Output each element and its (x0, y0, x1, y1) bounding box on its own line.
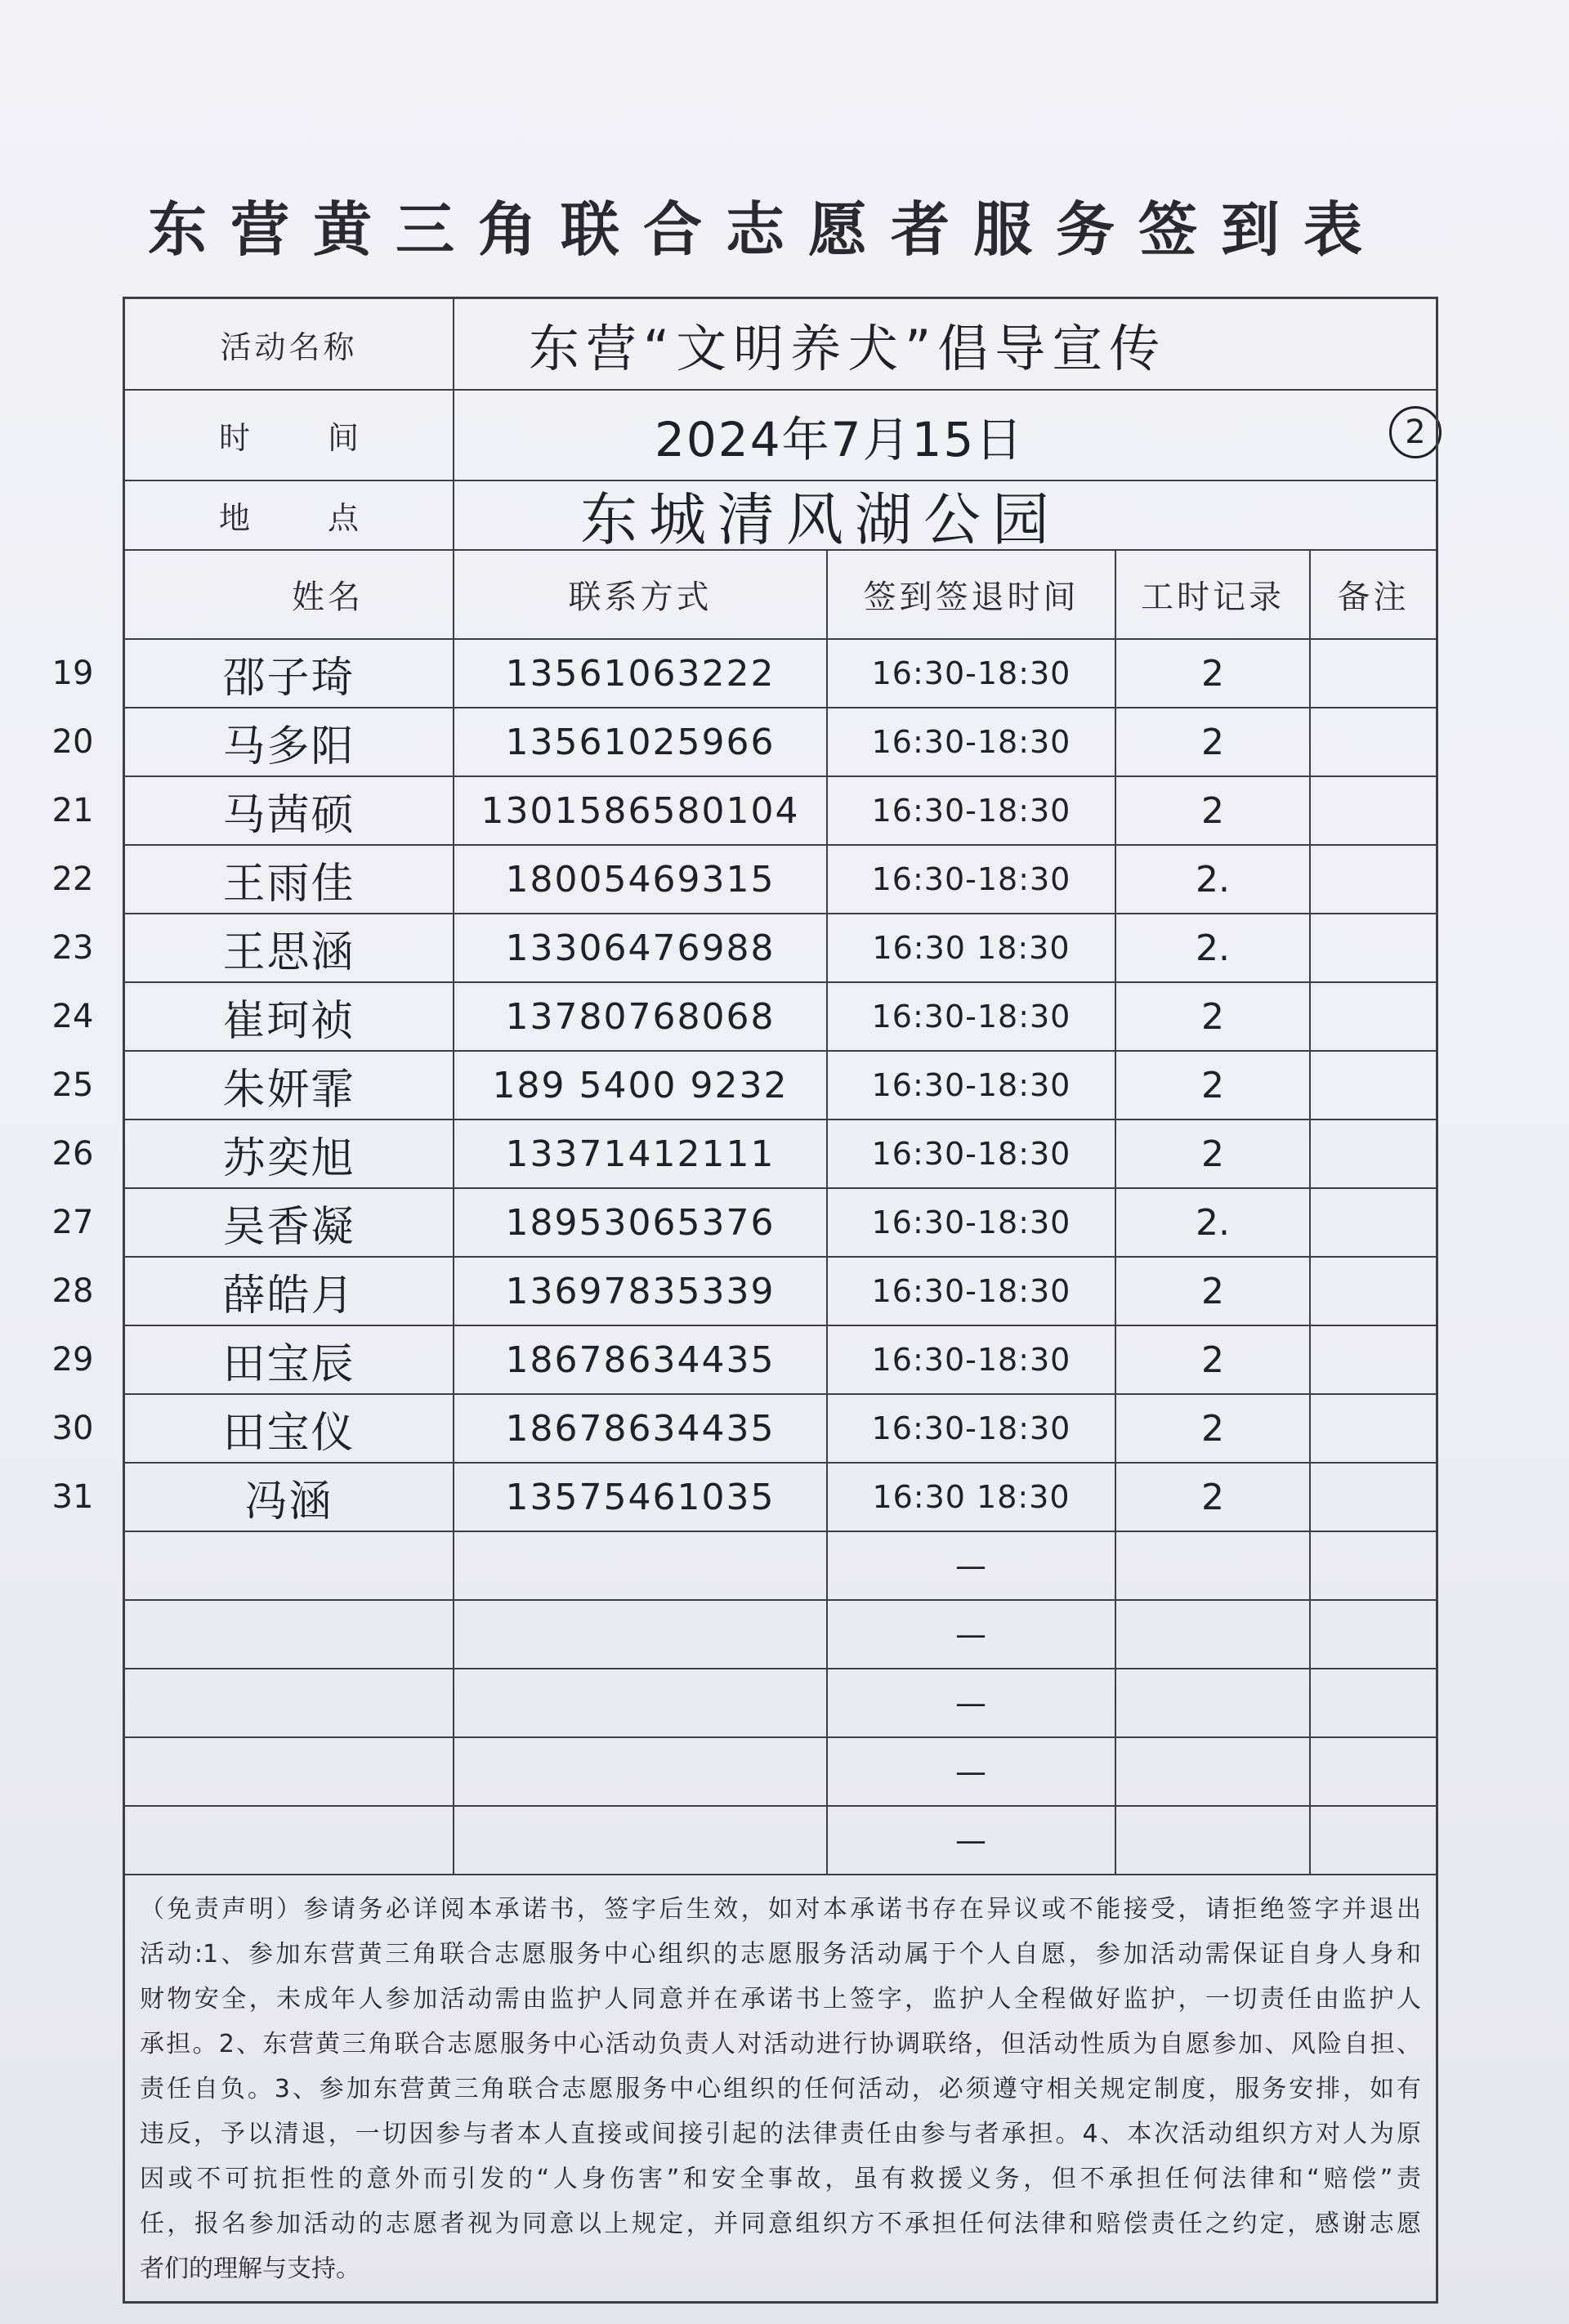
hours-cell: 2. (1116, 1189, 1311, 1256)
hours-cell (1116, 1669, 1311, 1736)
checkin-time-cell: 16:30-18:30 (828, 640, 1116, 707)
phone-cell: 13561063222 (454, 640, 828, 707)
checkin-time-cell: — (828, 1669, 1116, 1736)
table-row (125, 1738, 1436, 1807)
checkin-time-cell: 16:30-18:30 (828, 983, 1116, 1050)
phone-cell (454, 1601, 828, 1668)
checkin-time-cell: 16:30-18:30 (828, 1258, 1116, 1325)
remark-cell (1311, 1326, 1436, 1393)
phone-cell (454, 1669, 828, 1736)
checkin-time-cell: 16:30-18:30 (828, 708, 1116, 775)
hours-cell: 2 (1116, 1326, 1311, 1393)
phone-cell: 1301586580104 (454, 777, 828, 844)
column-header-checkin-time: 签到签退时间 (828, 551, 1116, 638)
checkin-time-cell: 16:30-18:30 (828, 1395, 1116, 1462)
hours-cell: 2 (1116, 1258, 1311, 1325)
name-cell: 崔珂祯 (125, 983, 454, 1050)
phone-cell (454, 1807, 828, 1874)
table-row (125, 1601, 1436, 1669)
disclaimer-line: 财物安全，未成年人参加活动需由监护人同意并在承诺书上签字，监护人全程做好监护，一切责任由监护人 (140, 1985, 1421, 2013)
time-row (125, 391, 1436, 481)
remark-cell (1311, 1669, 1436, 1736)
remark-cell (1311, 1464, 1436, 1531)
column-header-row (125, 551, 1436, 640)
place-row (125, 481, 1436, 551)
hours-cell (1116, 1738, 1311, 1805)
column-header-name: 姓名 (125, 551, 454, 638)
table-row (51, 1120, 1436, 1189)
time-label: 时间 (125, 391, 454, 480)
remark-cell (1311, 983, 1436, 1050)
phone-cell (454, 1738, 828, 1805)
table-row (51, 1189, 1436, 1258)
sign-in-table (51, 297, 1438, 2304)
column-header-hours: 工时记录 (1116, 551, 1311, 638)
remark-cell (1311, 1052, 1436, 1119)
table-row (51, 1052, 1436, 1120)
disclaimer-box (125, 1875, 1436, 2301)
name-cell: 苏奕旭 (125, 1120, 454, 1187)
checkin-time-cell: 16:30-18:30 (828, 1052, 1116, 1119)
hours-cell: 2 (1116, 777, 1311, 844)
hours-cell: 2. (1116, 914, 1311, 981)
phone-cell: 13306476988 (454, 914, 828, 981)
checkin-time-cell: 16:30-18:30 (828, 1189, 1116, 1256)
phone-cell: 13780768068 (454, 983, 828, 1050)
phone-cell: 18678634435 (454, 1326, 828, 1393)
name-cell: 朱妍霏 (125, 1052, 454, 1119)
sign-in-rows (51, 640, 1436, 1875)
name-cell: 吴香凝 (125, 1189, 454, 1256)
phone-cell: 189 5400 9232 (454, 1052, 828, 1119)
row-number: 20 (51, 723, 94, 761)
remark-cell (1311, 1395, 1436, 1462)
hours-cell: 2 (1116, 640, 1311, 707)
place-value: 东城清风湖公园 (580, 486, 1061, 549)
hours-cell (1116, 1532, 1311, 1599)
hours-cell: 2 (1116, 1395, 1311, 1462)
remark-cell (1311, 777, 1436, 844)
checkin-time-cell: 16:30-18:30 (828, 777, 1116, 844)
disclaimer-line: 因或不可抗拒性的意外而引发的“人身伤害”和安全事故，虽有救援义务，但不承担任何法律和“赔偿”责 (140, 2165, 1421, 2193)
name-cell (125, 1807, 454, 1874)
name-cell: 薛皓月 (125, 1258, 454, 1325)
activity-value: 东营“文明养犬”倡导宣传 (529, 318, 1167, 378)
disclaimer-line: 活动:1、参加东营黄三角联合志愿服务中心组织的志愿服务活动属于个人自愿，参加活动需保证自身人身和 (140, 1940, 1421, 1969)
table-row (125, 1669, 1436, 1738)
disclaimer-line: 任，报名参加活动的志愿者视为同意以上规定，并同意组织方不承担任何法律和赔偿责任之约定，感谢志愿 (140, 2210, 1421, 2238)
form-title: 东营黄三角联合志愿者服务签到表 (148, 194, 1387, 264)
column-header-contact: 联系方式 (454, 551, 828, 638)
phone-cell (454, 1532, 828, 1599)
hours-cell: 2 (1116, 1464, 1311, 1531)
time-value: 2024年7月15日 (655, 411, 1025, 467)
row-number: 19 (51, 655, 94, 692)
name-cell: 田宝辰 (125, 1326, 454, 1393)
remark-cell (1311, 1258, 1436, 1325)
row-number: 28 (51, 1272, 94, 1310)
remark-cell (1311, 846, 1436, 913)
circled-page-number: 2 (1389, 406, 1442, 458)
checkin-time-cell: 16:30 18:30 (828, 914, 1116, 981)
row-number: 26 (51, 1135, 94, 1173)
row-number: 29 (51, 1341, 94, 1379)
name-cell: 田宝仪 (125, 1395, 454, 1462)
table-row (125, 1807, 1436, 1875)
phone-cell: 18005469315 (454, 846, 828, 913)
table-row (51, 914, 1436, 983)
table-row (51, 777, 1436, 846)
row-number: 23 (51, 929, 94, 967)
name-cell (125, 1738, 454, 1805)
table-row (51, 1464, 1436, 1532)
table-row (125, 1532, 1436, 1601)
disclaimer-line: 违反，予以清退，一切因参与者本人直接或间接引起的法律责任由参与者承担。4、本次活动组织方对人为原 (140, 2120, 1421, 2148)
remark-cell (1311, 1189, 1436, 1256)
name-cell: 马多阳 (125, 708, 454, 775)
place-label: 地点 (125, 481, 454, 549)
checkin-time-cell: — (828, 1738, 1116, 1805)
name-cell: 马茜硕 (125, 777, 454, 844)
checkin-time-cell: 16:30-18:30 (828, 1120, 1116, 1187)
hours-cell: 2 (1116, 708, 1311, 775)
remark-cell (1311, 708, 1436, 775)
table-row (51, 1395, 1436, 1464)
activity-row (125, 299, 1436, 391)
table-row (51, 1258, 1436, 1326)
remark-cell (1311, 1120, 1436, 1187)
table-row (51, 640, 1436, 708)
phone-cell: 13371412111 (454, 1120, 828, 1187)
remark-cell (1311, 1601, 1436, 1668)
table-row (51, 708, 1436, 777)
checkin-time-cell: — (828, 1807, 1116, 1874)
table-row (51, 983, 1436, 1052)
phone-cell: 13697835339 (454, 1258, 828, 1325)
hours-cell: 2 (1116, 983, 1311, 1050)
checkin-time-cell: — (828, 1532, 1116, 1599)
name-cell: 王雨佳 (125, 846, 454, 913)
column-header-remarks: 备注 (1337, 579, 1410, 616)
checkin-time-cell: 16:30 18:30 (828, 1464, 1116, 1531)
hours-cell: 2. (1116, 846, 1311, 913)
checkin-time-cell: 16:30-18:30 (828, 1326, 1116, 1393)
row-number: 24 (51, 998, 94, 1035)
disclaimer-line: 承担。2、东营黄三角联合志愿服务中心活动负责人对活动进行协调联络，但活动性质为自愿参加、风险自担、 (140, 2030, 1421, 2058)
remark-cell (1311, 914, 1436, 981)
name-cell (125, 1532, 454, 1599)
hours-cell (1116, 1601, 1311, 1668)
row-number: 30 (51, 1410, 94, 1447)
phone-cell: 13575461035 (454, 1464, 828, 1531)
name-cell: 邵子琦 (125, 640, 454, 707)
name-cell (125, 1669, 454, 1736)
disclaimer-line: 责任自负。3、参加东营黄三角联合志愿服务中心组织的任何活动，必须遵守相关规定制度，服务安排，如有 (140, 2075, 1421, 2103)
row-number: 21 (51, 792, 94, 829)
table-row (51, 846, 1436, 914)
remark-cell (1311, 1738, 1436, 1805)
row-number: 22 (51, 860, 94, 898)
name-cell (125, 1601, 454, 1668)
checkin-time-cell: — (828, 1601, 1116, 1668)
name-cell: 冯涵 (125, 1464, 454, 1531)
activity-label: 活动名称 (125, 299, 454, 389)
phone-cell: 13561025966 (454, 708, 828, 775)
row-number: 25 (51, 1066, 94, 1104)
row-number: 31 (51, 1478, 94, 1516)
hours-cell: 2 (1116, 1120, 1311, 1187)
phone-cell: 18678634435 (454, 1395, 828, 1462)
table-row (51, 1326, 1436, 1395)
remark-cell (1311, 640, 1436, 707)
phone-cell: 18953065376 (454, 1189, 828, 1256)
hours-cell: 2 (1116, 1052, 1311, 1119)
row-number: 27 (51, 1204, 94, 1241)
hours-cell (1116, 1807, 1311, 1874)
remark-cell (1311, 1532, 1436, 1599)
checkin-time-cell: 16:30-18:30 (828, 846, 1116, 913)
disclaimer-line: 者们的理解与支持。 (140, 2255, 360, 2283)
remark-cell (1311, 1807, 1436, 1874)
disclaimer-line: （免责声明）参请务必详阅本承诺书，签字后生效，如对本承诺书存在异议或不能接受，请拒绝签字并退出 (140, 1895, 1421, 1924)
name-cell: 王思涵 (125, 914, 454, 981)
